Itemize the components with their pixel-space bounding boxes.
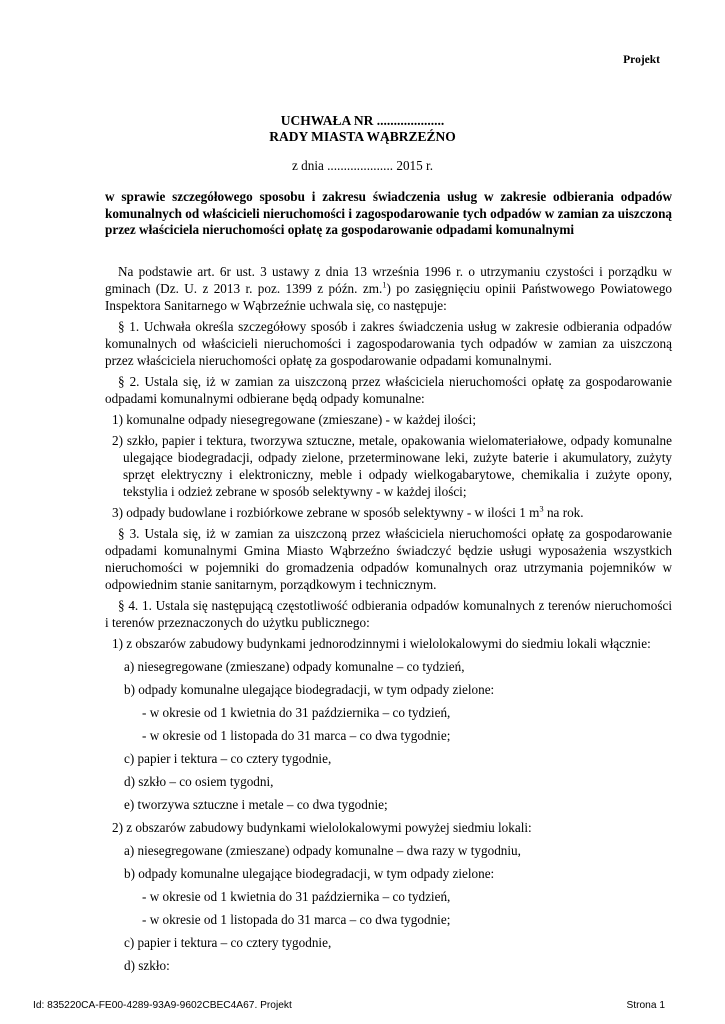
item3-text-b: na rok. <box>543 505 584 520</box>
p4-i2-c: c) papier i tektura – co cztery tygodnie, <box>124 935 332 950</box>
p4-i1-e: e) tworzywa sztuczne i metale – co dwa tygodnie; <box>124 797 388 812</box>
projekt-label: Projekt <box>623 54 660 66</box>
paragraph-2-item-2: 2) szkło, papier i tektura, tworzywa sztuczne, metale, opakowania wielomateriałowe, odpady komunalne ulegające biodegradacji, odpady zielone, przeterminowane leki, zużyte baterie i akumulatory, zużyty sprzęt elektryczny i elektroniczny, meble i odpady wielkogabarytowe, chemikalia i zużyte opony, tekstylia i odzież zebrane w sposób selektywny - w każdej ilości; <box>112 433 672 499</box>
paragraph-2-item-1: 1) komunalne odpady niesegregowane (zmieszane) - w każdej ilości; <box>112 412 476 427</box>
title-line-2: RADY MIASTA WĄBRZEŹNO <box>269 129 456 144</box>
p4-i2-b2: - w okresie od 1 listopada do 31 marca – co dwa tygodnie; <box>142 912 451 927</box>
resolution-title <box>0 113 725 145</box>
intro-paragraph <box>105 263 672 314</box>
footer-document-id: Id: 835220CA-FE00-4289-93A9-9602CBEC4A67. Projekt <box>33 1000 292 1011</box>
p4-i2-d: d) szkło: <box>124 958 170 973</box>
paragraph-4-item-2: 2) z obszarów zabudowy budynkami wielolokalowymi powyżej siedmiu lokali: <box>112 820 532 835</box>
intro-text-a: Na podstawie art. 6r ust. 3 ustawy z dnia 13 września 1996 r. o utrzymaniu czystości i porządku w gminach (Dz. U. z 2013 r. poz. 1399 z późn. zm. <box>105 264 672 296</box>
paragraph-4-item-1: 1) z obszarów zabudowy budynkami jednorodzinnymi i wielolokalowymi do siedmiu lokali włącznie: <box>112 636 651 651</box>
paragraph-4-intro: § 4. 1. Ustala się następującą częstotliwość odbierania odpadów komunalnych z terenów nieruchomości i terenów przeznaczonych do użytku publicznego: <box>105 598 672 630</box>
p4-i1-b2: - w okresie od 1 listopada do 31 marca – co dwa tygodnie; <box>142 728 451 743</box>
p4-i2-b1: - w okresie od 1 kwietnia do 31 października – co tydzień, <box>142 889 451 904</box>
intro-text-b: ) po zasięgnięciu opinii Państwowego Powiatowego Inspektora Sanitarnego w Wąbrzeźnie uchwala się, co następuje: <box>105 281 673 313</box>
p4-i1-d: d) szkło – co osiem tygodni, <box>124 774 274 789</box>
p4-i1-c: c) papier i tektura – co cztery tygodnie, <box>124 751 332 766</box>
paragraph-2-item-3 <box>105 504 672 521</box>
resolution-subject: w sprawie szczegółowego sposobu i zakresu świadczenia usług w zakresie odbierania odpadów komunalnych od właścicieli nieruchomości i zagospodarowanie tych odpadów w zamian za uiszczoną przez właściciela nieruchomości opłatę za gospodarowanie odpadami komunalnymi <box>105 189 672 237</box>
p4-i1-b: b) odpady komunalne ulegające biodegradacji, w tym odpady zielone: <box>124 682 495 697</box>
paragraph-1: § 1. Uchwała określa szczegółowy sposób i zakres świadczenia usług w zakresie odbierania odpadów komunalnych od właścicieli nieruchomości i zagospodarowania tych odpadów w zamian za uiszczoną przez właściciela nieruchomości opłatę za gospodarowanie odpadami komunalnymi. <box>105 319 672 368</box>
p4-i2-b: b) odpady komunalne ulegające biodegradacji, w tym odpady zielone: <box>124 866 495 881</box>
item3-text-a: 3) odpady budowlane i rozbiórkowe zebrane w sposób selektywny - w ilości 1 m <box>112 505 540 520</box>
title-line-1: UCHWAŁA NR .................... <box>280 113 445 128</box>
paragraph-3: § 3. Ustala się, iż w zamian za uiszczoną przez właściciela nieruchomości opłatę za gospodarowanie odpadami komunalnymi Gmina Miasto Wąbrzeźno świadczyć będzie usługi wyposażenia wszystkich nieruchomości w pojemniki do gromadzenia odpadów komunalnych oraz utrzymania pojemników w odpowiednim stanie sanitarnym, porządkowym i technicznym. <box>105 526 672 592</box>
p4-i1-a: a) niesegregowane (zmieszane) odpady komunalne – co tydzień, <box>124 659 465 674</box>
footer-page-number: Strona 1 <box>626 1000 665 1011</box>
date-line: z dnia .................... 2015 r. <box>291 158 434 173</box>
footnote-ref: 1 <box>382 279 387 290</box>
paragraph-2-intro: § 2. Ustala się, iż w zamian za uiszczoną przez właściciela nieruchomości opłatę za gospodarowanie odpadami komunalnymi odbierane będą odpady komunalne: <box>105 374 672 406</box>
cubic-sup: 3 <box>539 503 544 514</box>
p4-i2-a: a) niesegregowane (zmieszane) odpady komunalne – dwa razy w tygodniu, <box>124 843 521 858</box>
p4-i1-b1: - w okresie od 1 kwietnia do 31 października – co tydzień, <box>142 705 451 720</box>
document-body <box>105 263 672 980</box>
